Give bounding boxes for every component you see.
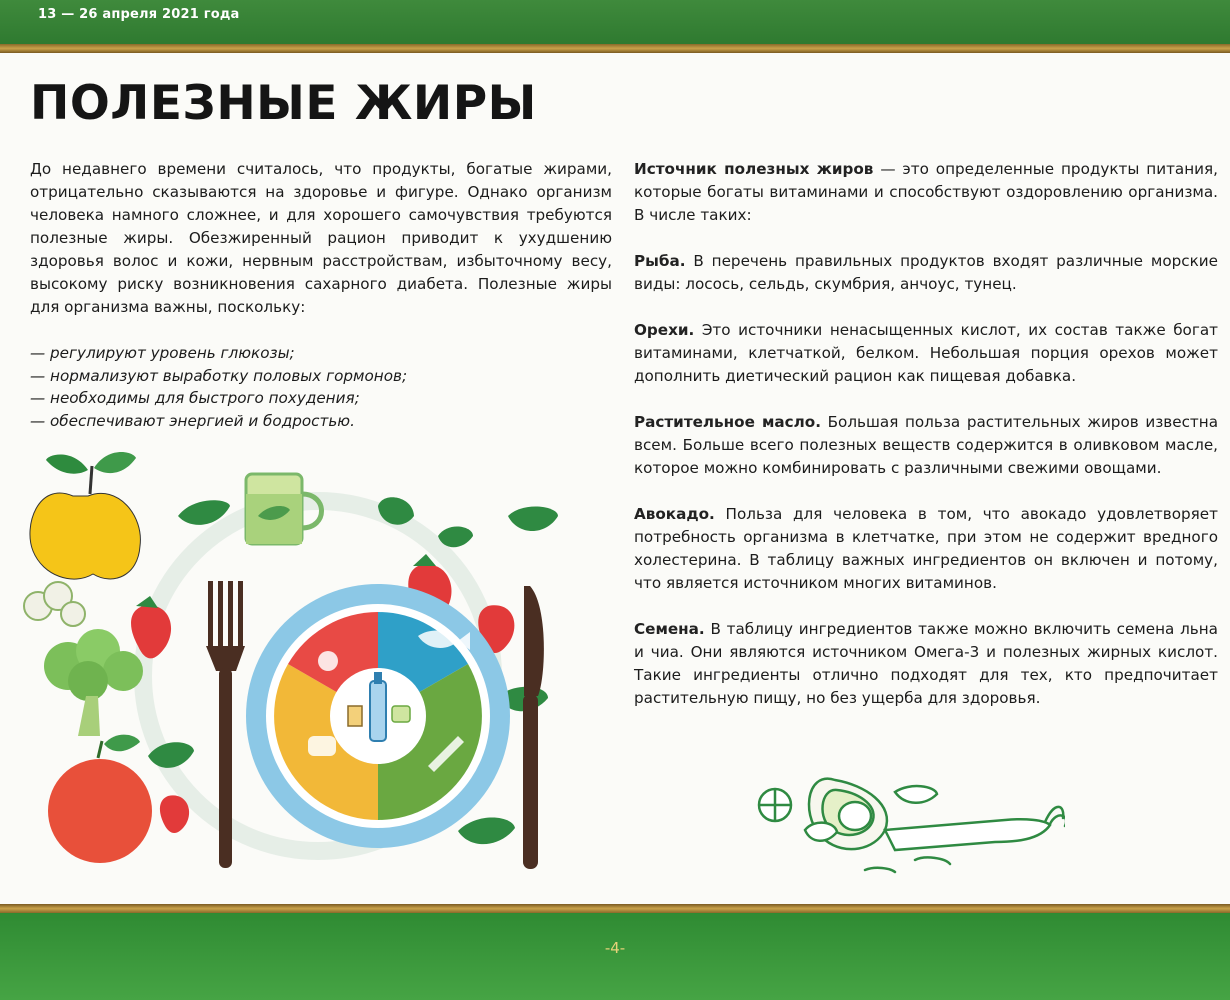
issue-date: 13 — 26 апреля 2021 года <box>38 7 240 22</box>
section-text: Это источники ненасыщенных кислот, их состав также богат витаминами, клетчаткой, белком. Небольшая порция орехов может дополнить диетический рацион как пищевая добавка. <box>634 321 1218 385</box>
avocado-carrot-illustration <box>745 760 1065 900</box>
section-text: В перечень правильных продуктов входят различные морские виды: лосось, сельдь, скумбрия, анчоус, тунец. <box>634 252 1218 293</box>
section-avocado <box>634 503 1218 595</box>
list-item: — необходимы для быстрого похудения; <box>30 389 360 407</box>
bottom-gold-divider <box>0 904 1230 913</box>
list-item: — обеспечивают энергией и бодростью. <box>30 411 355 430</box>
apple-icon <box>30 452 140 579</box>
section-term: Источник полезных жиров <box>634 160 874 178</box>
page-title: ПОЛЕЗНЫЕ ЖИРЫ <box>30 76 537 131</box>
section-term: Авокадо. <box>634 505 715 523</box>
section-text: — это определенные продукты питания, которые богаты витаминами и способствуют оздоровлению организма. В числе таких: <box>634 160 1218 224</box>
section-sources <box>634 158 1218 227</box>
section-term: Орехи. <box>634 321 695 339</box>
knife-icon <box>523 586 544 869</box>
section-fish <box>634 250 1218 296</box>
tomato-icon <box>48 735 152 863</box>
header-band <box>0 0 1230 44</box>
list-item: — нормализуют выработку половых гормонов; <box>30 366 408 385</box>
cauliflower-icon <box>24 582 85 626</box>
top-gold-divider <box>0 44 1230 53</box>
section-nuts <box>634 319 1218 388</box>
list-item: — регулируют уровень глюкозы; <box>30 344 295 362</box>
section-term: Рыба. <box>634 252 686 270</box>
page-number: -4- <box>604 939 626 957</box>
section-text: Польза для человека в том, что авокадо удовлетворяет потребность организма в клетчатке, при этом не содержит вредного холестерина. В таблицу важных ингредиентов он включен и потому, что является источником многих витаминов. <box>634 505 1218 592</box>
section-term: Растительное масло. <box>634 413 821 431</box>
healthy-plate-illustration <box>18 436 618 896</box>
section-term: Семена. <box>634 620 705 638</box>
right-column <box>634 158 1218 733</box>
section-text: В таблицу ингредиентов также можно включить семена льна и чиа. Они являются источником Омега-3 и полезных жирных кислот. Такие ингредиенты отлично подходят для тех, кто предпочитает растительную пищу, но без ущерба для здоровья. <box>634 620 1218 707</box>
section-vegetable-oil <box>634 411 1218 480</box>
section-seeds <box>634 618 1218 710</box>
plate-icon <box>246 584 510 848</box>
benefits-list <box>30 342 612 432</box>
left-column <box>30 158 612 432</box>
section-text: Большая польза растительных жиров известна всем. Больше всего полезных веществ содержится в оливковом масле, которое можно комбинировать с различными свежими овощами. <box>634 413 1219 477</box>
broccoli-icon <box>44 629 143 736</box>
intro-paragraph: До недавнего времени считалось, что продукты, богатые жирами, отрицательно сказываются на здоровье и фигуре. Однако организм человека намного сложнее, и для хорошего самочувствия требуются полезные жиры. Обезжиренный рацион приводит к ухудшению здоровья волос и кожи, нервным расстройствам, избыточному весу, высокому риску возникновения сахарного диабета. Полезные жиры для организма важны, поскольку: <box>30 160 612 316</box>
